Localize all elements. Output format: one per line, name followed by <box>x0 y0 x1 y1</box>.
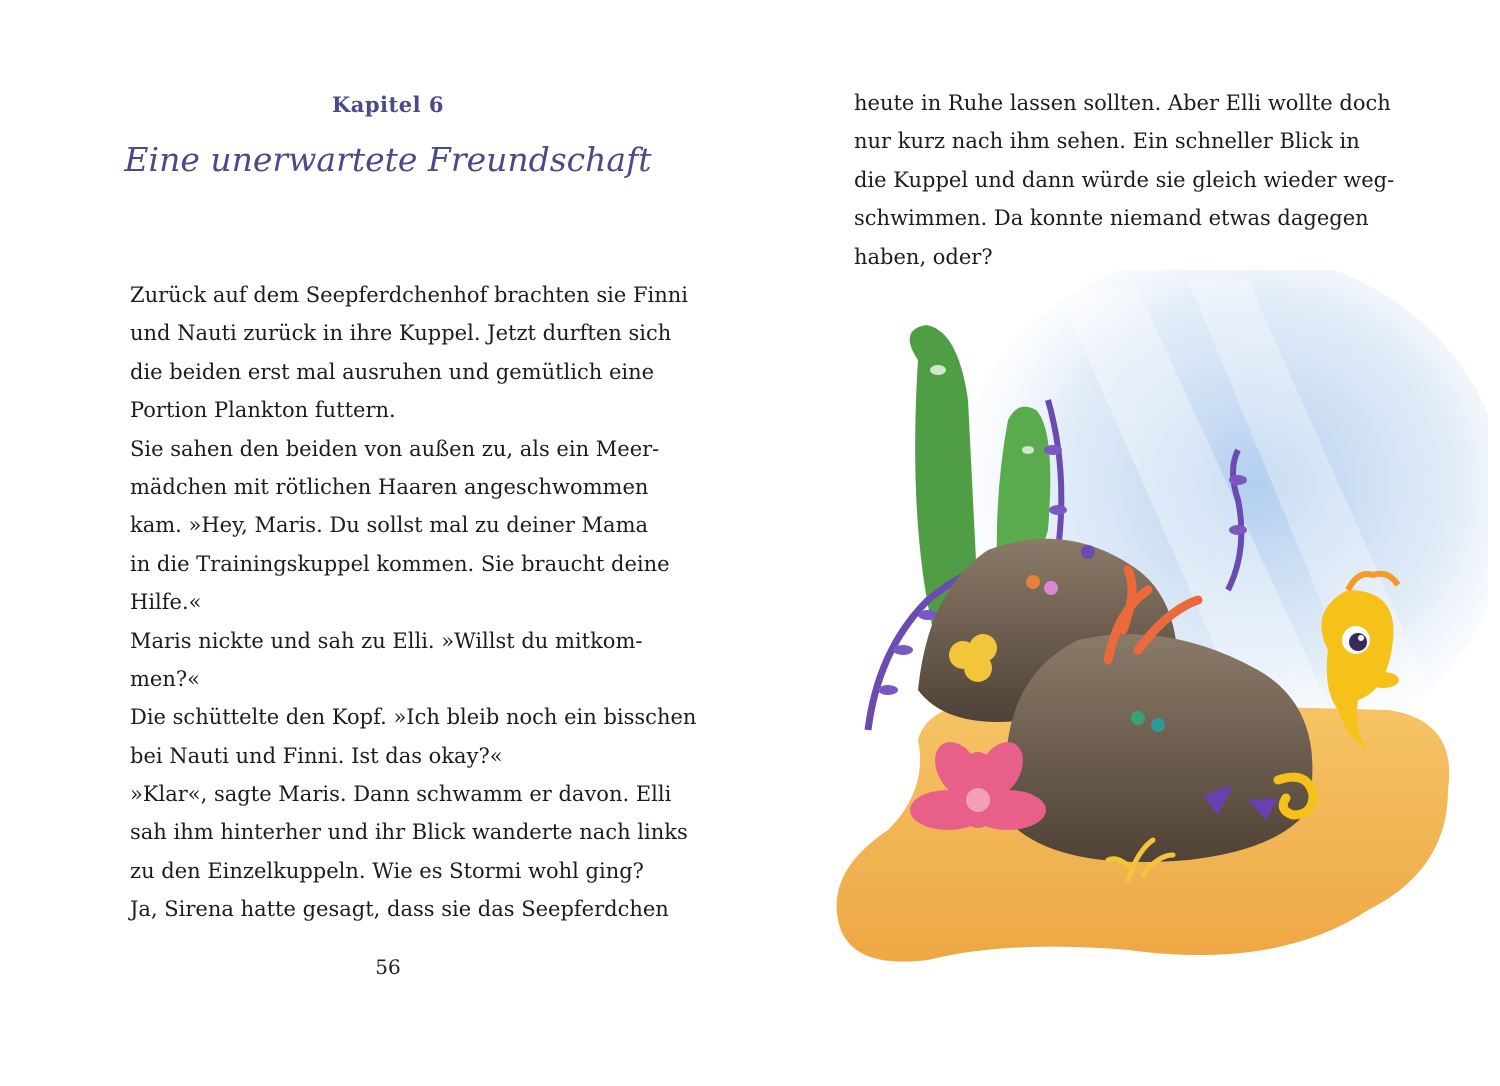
text-line: haben, oder? <box>854 244 993 269</box>
text-line: bei Nauti und Finni. Ist das okay?« <box>130 743 503 768</box>
sea-urchin-icon <box>1026 575 1040 589</box>
sea-urchin-icon <box>1044 581 1058 595</box>
page-number: 56 <box>375 955 401 979</box>
text-line: Sie sahen den beiden von außen zu, als ein Meer- <box>130 436 660 461</box>
text-line: Portion Plankton futtern. <box>130 398 396 423</box>
text-line: sah ihm hinterher und ihr Blick wanderte nach links <box>130 820 688 845</box>
text-line: nur kurz nach ihm sehen. Ein schneller Blick in <box>854 129 1360 154</box>
left-body-text <box>130 276 696 929</box>
text-line: Ja, Sirena hatte gesagt, dass sie das Seepferdchen <box>130 897 669 922</box>
sea-urchin-icon <box>1151 718 1165 732</box>
purple-leaf <box>1229 475 1247 485</box>
seaweed-spot <box>930 365 946 375</box>
right-body-text <box>854 84 1394 276</box>
seaweed-spot <box>1022 446 1034 454</box>
purple-leaf <box>893 645 913 655</box>
purple-leaf <box>1229 525 1247 535</box>
sea-urchin-icon <box>1081 545 1095 559</box>
underwater-rock-illustration <box>808 270 1488 990</box>
right-page <box>750 0 1500 1086</box>
text-line: Maris nickte und sah zu Elli. »Willst du mitkom- <box>130 628 643 653</box>
text-line: Die schüttelte den Kopf. »Ich bleib noch ein bisschen <box>130 705 697 730</box>
purple-leaf <box>878 685 898 695</box>
purple-leaf <box>1049 505 1067 515</box>
text-line: die beiden erst mal ausruhen und gemütlich eine <box>130 359 655 384</box>
purple-leaf <box>1044 445 1062 455</box>
text-line: die Kuppel und dann würde sie gleich wieder weg- <box>854 167 1395 192</box>
text-line: Zurück auf dem Seepferdchenhof brachten sie Finni <box>130 283 689 307</box>
text-line: und Nauti zurück in ihre Kuppel. Jetzt durften sich <box>130 321 672 346</box>
text-line: »Klar«, sagte Maris. Dann schwamm er davon. Elli <box>130 782 672 807</box>
text-line: in die Trainingskuppel kommen. Sie braucht deine <box>130 551 670 576</box>
text-line: mädchen mit rötlichen Haaren angeschwommen <box>130 474 649 499</box>
text-line: zu den Einzelkuppeln. Wie es Stormi wohl ging? <box>130 858 644 883</box>
chapter-label: Kapitel 6 <box>332 92 444 117</box>
text-line: heute in Ruhe lassen sollten. Aber Elli wollte doch <box>854 91 1391 115</box>
text-line: men?« <box>130 666 200 691</box>
text-line: kam. »Hey, Maris. Du sollst mal zu deiner Mama <box>130 513 649 538</box>
text-line: Hilfe.« <box>130 590 202 615</box>
chapter-title: Eine unerwartete Freundschaft <box>124 140 652 179</box>
text-line: schwimmen. Da konnte niemand etwas dagegen <box>854 206 1369 231</box>
sea-urchin-icon <box>1131 711 1145 725</box>
